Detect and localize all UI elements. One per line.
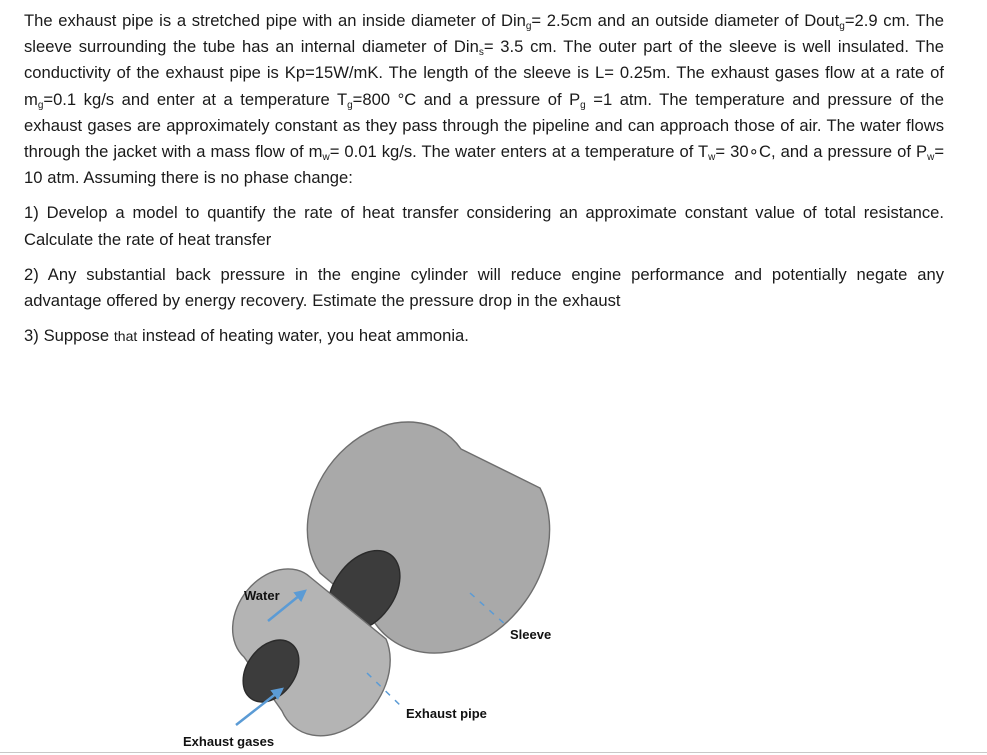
question-1: 1) Develop a model to quantify the rate of heat transfer considering an approximate constant value of total resistance. Calculate the rate of heat transfer <box>24 203 944 249</box>
subscript-g: g <box>347 99 353 111</box>
subscript-w: w <box>927 152 935 164</box>
water-label: Water <box>244 588 280 603</box>
question-2: 2) Any substantial back pressure in the engine cylinder will reduce engine performance and potentially negate any advantage offered by energy recovery. Estimate the pressure drop in the exhaust <box>24 264 944 311</box>
intro-text-5: =0.1 kg/s and enter at a temperature T <box>43 89 348 109</box>
page-bottom-rule <box>0 752 987 753</box>
intro-text-10: = 10 atm. Assuming there is no phase change: <box>24 142 945 188</box>
question-3-text-b: instead of heating water, you heat ammonia. <box>137 326 469 346</box>
subscript-s: s <box>478 47 484 59</box>
subscript-g: g <box>37 99 44 111</box>
intro-text-1: The exhaust pipe is a stretched pipe with an inside diameter of Din <box>24 11 526 30</box>
intro-text-9: = 30∘C, and a pressure of P <box>715 142 928 162</box>
subscript-g: g <box>525 21 532 32</box>
question-3-text-a: 3) Suppose <box>24 326 114 346</box>
subscript-g: g <box>580 99 586 111</box>
subscript-w: w <box>322 152 330 164</box>
subscript-w: w <box>708 152 716 164</box>
exhaust-gases-label: Exhaust gases <box>183 734 275 749</box>
question-3-small-word: that <box>113 328 138 345</box>
pipe-diagram <box>160 395 580 755</box>
intro-paragraph <box>24 8 944 191</box>
pipe-figure <box>160 395 580 755</box>
intro-text-8: = 0.01 kg/s. The water enters at a temperature of T <box>329 142 709 162</box>
intro-text-6: =800 °C and a pressure of P <box>352 89 581 109</box>
intro-text-7: =1 atm. The temperature and pressure of the exhaust gases are approximately constant as they pass through the pipeline and can approach those of air. The water flows through the jacket with a mass flow of m <box>24 89 944 162</box>
intro-text-2: = 2.5cm and an outside diameter of Dout <box>531 11 840 30</box>
problem-text <box>24 8 944 349</box>
sleeve-label: Sleeve <box>510 627 552 642</box>
subscript-g: g <box>839 21 845 32</box>
question-3 <box>24 323 944 349</box>
intro-text-3: =2.9 cm. The sleeve surrounding the tube has an internal diameter of Din <box>24 11 944 57</box>
exhaust-pipe-label: Exhaust pipe <box>406 706 487 721</box>
intro-text-4: = 3.5 cm. The outer part of the sleeve is well insulated. The conductivity of the exhaust pipe is Kp=15W/mK. The length of the sleeve is L= 0.25m. The exhaust gases flow at a rate of m <box>24 37 944 109</box>
